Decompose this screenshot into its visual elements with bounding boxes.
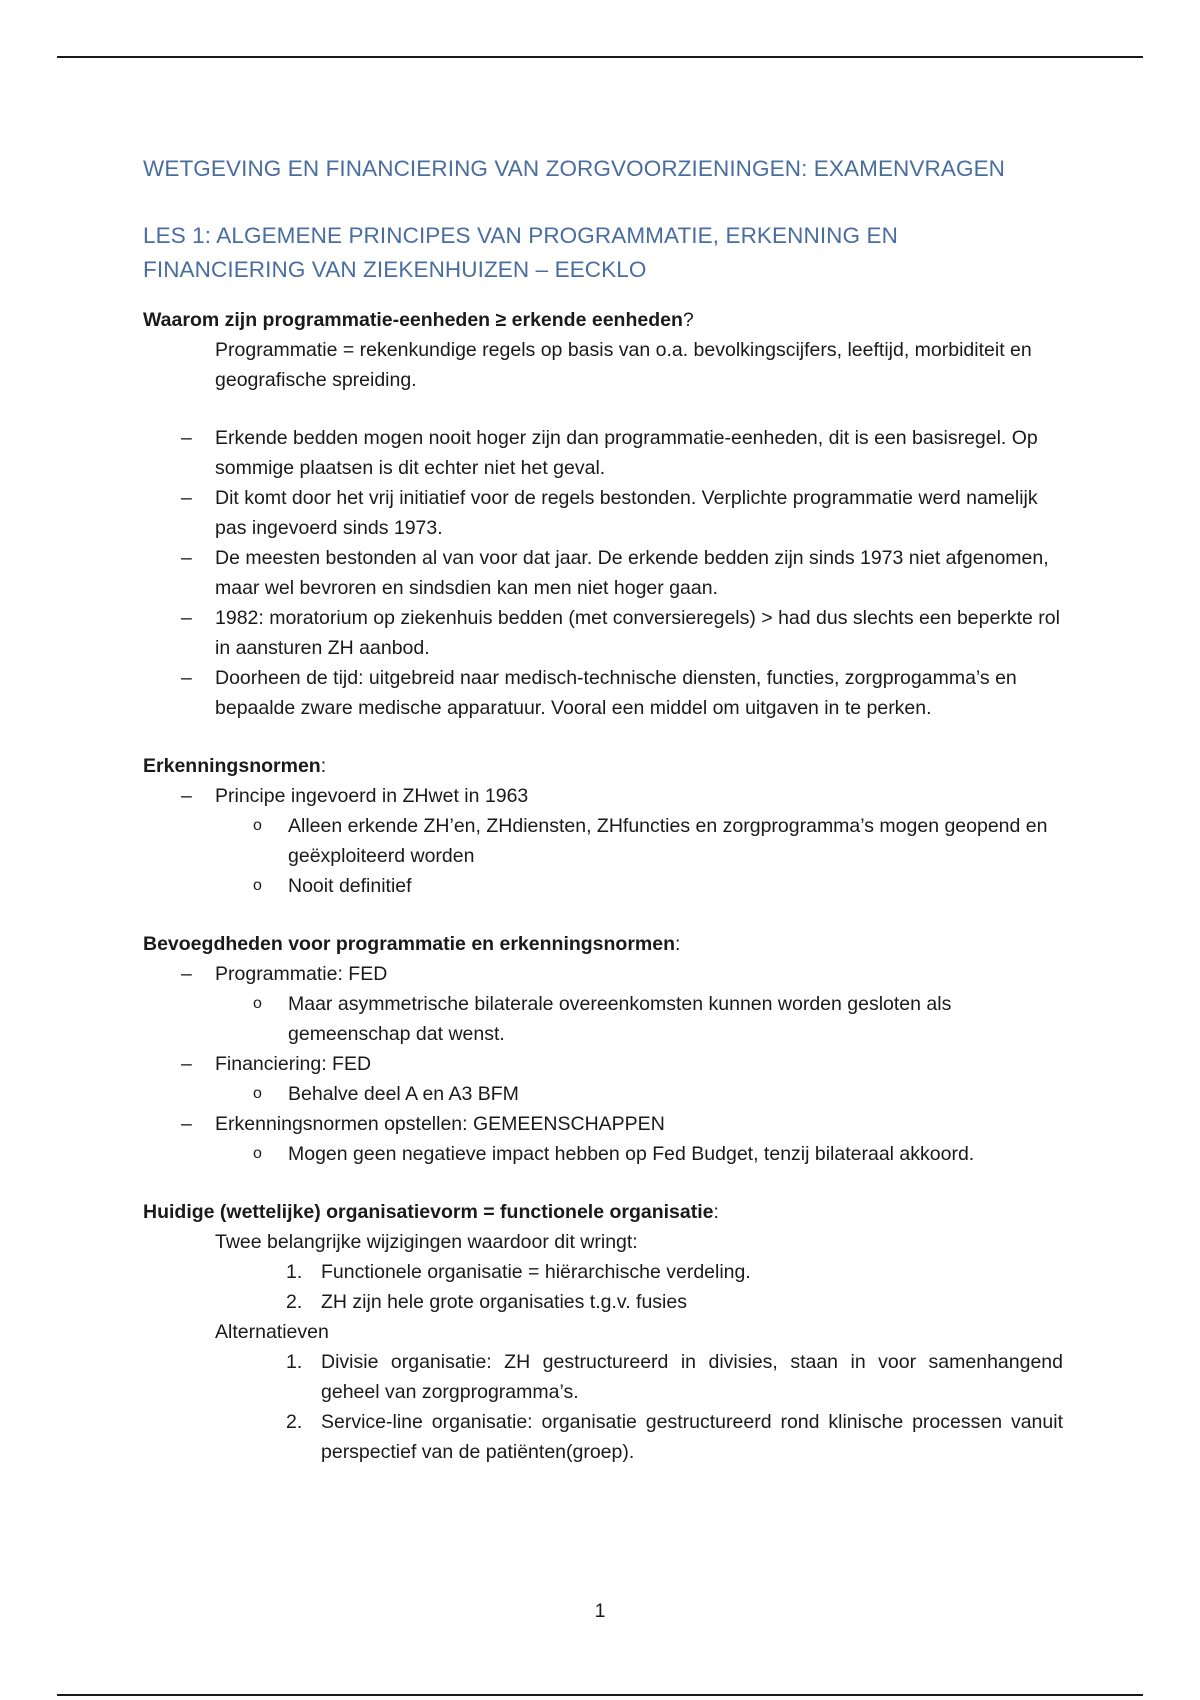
lesson-title — [143, 219, 1063, 287]
footer-rule — [57, 1694, 1143, 1696]
numbered-list — [143, 1347, 1063, 1467]
sub-list — [143, 1079, 1063, 1109]
numbered-item: 1. Divisie organisatie: ZH gestructureerd in divisies, staan in voor samenhangend geheel van zorgprogramma’s. — [286, 1351, 1063, 1403]
list-item: – Doorheen de tijd: uitgebreid naar medisch-technische diensten, functies, zorgprogamma’s en bepaalde zware medische apparatuur. Vooral een middel om uitgaven in te perken. — [181, 667, 1017, 719]
list-item: – De meesten bestonden al van voor dat jaar. De erkende bedden zijn sinds 1973 niet afgenomen, maar wel bevroren en sindsdien kan men niet hoger gaan. — [181, 547, 1049, 599]
list-item: – Financiering: FED — [181, 1053, 372, 1075]
document-title: WETGEVING EN FINANCIERING VAN ZORGVOORZIENINGEN: EXAMENVRAGEN — [143, 156, 1006, 181]
dash-list — [143, 1109, 1063, 1139]
lesson-title-line-2: FINANCIERING VAN ZIEKENHUIZEN – EECKLO — [143, 257, 647, 282]
sub-list-item: o Mogen geen negatieve impact hebben op Fed Budget, tenzij bilateraal akkoord. — [253, 1143, 975, 1165]
list-item: – Principe ingevoerd in ZHwet in 1963 — [181, 785, 529, 807]
sub-list-item: o Maar asymmetrische bilaterale overeenkomsten kunnen worden gesloten als gemeenschap dat wenst. — [253, 993, 952, 1045]
document-body — [143, 152, 1063, 1467]
numbered-list — [143, 1257, 1063, 1317]
dash-list — [143, 781, 1063, 811]
dash-list — [143, 1049, 1063, 1079]
question-heading: Waarom zijn programmatie-eenheden ≥ erkende eenheden? — [143, 309, 694, 331]
list-item: – Erkende bedden mogen nooit hoger zijn dan programmatie-eenheden, dit is een basisregel. Op sommige plaatsen is dit echter niet het geval. — [181, 427, 1038, 479]
dash-list — [143, 959, 1063, 989]
list-item: – Erkenningsnormen opstellen: GEMEENSCHAPPEN — [181, 1113, 665, 1135]
list-item: – Programmatie: FED — [181, 963, 388, 985]
header-rule — [57, 56, 1143, 58]
sub-list-item: o Alleen erkende ZH’en, ZHdiensten, ZHfuncties en zorgprogramma’s mogen geopend en geëxploiteerd worden — [253, 815, 1048, 867]
sub-list-item: o Nooit definitief — [253, 875, 412, 897]
page-number: 1 — [594, 1600, 606, 1622]
list-item: – 1982: moratorium op ziekenhuis bedden (met conversieregels) > had dus slechts een beperkte rol in aansturen ZH aanbod. — [181, 607, 1060, 659]
numbered-item: 2. ZH zijn hele grote organisaties t.g.v. fusies — [286, 1291, 687, 1313]
dash-list — [143, 423, 1063, 723]
numbered-item: 1. Functionele organisatie = hiërarchische verdeling. — [286, 1261, 751, 1283]
sub-list-item: o Behalve deel A en A3 BFM — [253, 1083, 519, 1105]
question-heading: Erkenningsnormen: — [143, 755, 327, 777]
numbered-item: 2. Service-line organisatie: organisatie gestructureerd rond klinische processen vanuit perspectief van de patiënten(groep). — [286, 1411, 1063, 1463]
list-item: – Dit komt door het vrij initiatief voor de regels bestonden. Verplichte programmatie werd namelijk pas ingevoerd sinds 1973. — [181, 487, 1038, 539]
paragraph: Twee belangrijke wijzigingen waardoor dit wringt: — [215, 1231, 638, 1253]
lesson-title-line-1: LES 1: ALGEMENE PRINCIPES VAN PROGRAMMATIE, ERKENNING EN — [143, 223, 898, 248]
sub-list — [143, 1139, 1063, 1169]
paragraph: Programmatie = rekenkundige regels op basis van o.a. bevolkingscijfers, leeftijd, morbiditeit en geografische spreiding. — [215, 339, 1032, 391]
paragraph: Alternatieven — [215, 1321, 329, 1343]
question-heading: Bevoegdheden voor programmatie en erkenningsnormen: — [143, 933, 681, 955]
question-heading: Huidige (wettelijke) organisatievorm = functionele organisatie: — [143, 1201, 719, 1223]
sub-list — [143, 989, 1063, 1049]
sub-list — [143, 811, 1063, 901]
